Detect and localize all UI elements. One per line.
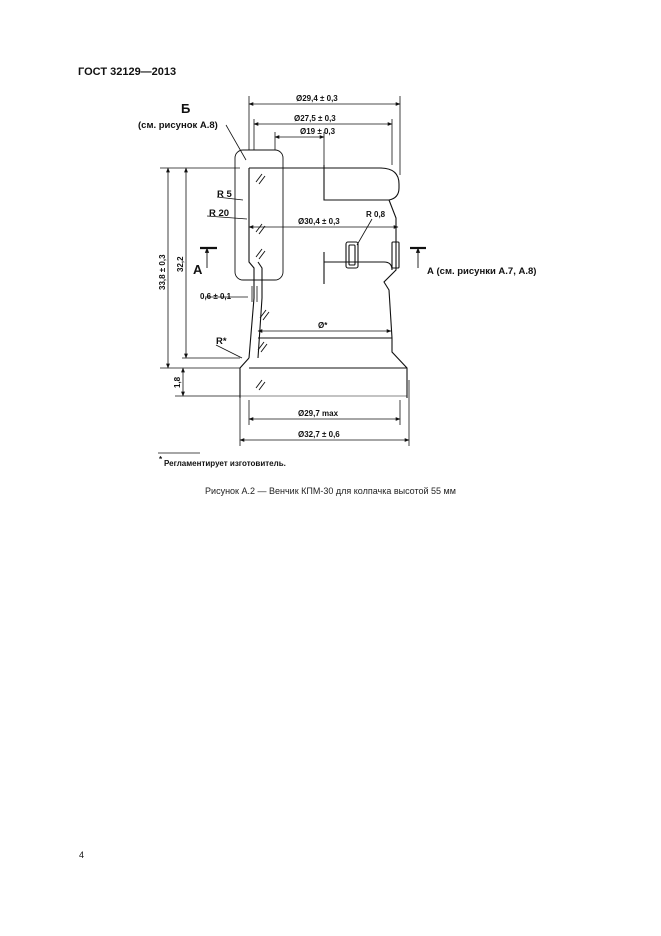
footnote-text: Регламентирует изготовитель. [164, 459, 286, 468]
dim-diameter-29-7: Ø29,7 max [298, 409, 339, 418]
section-arrows [207, 248, 418, 268]
document-header: ГОСТ 32129—2013 [78, 66, 177, 78]
radius-5-label: R 5 [217, 189, 232, 200]
height-32-2-label: 32,2 [176, 256, 185, 272]
view-b-reference: (см. рисунок А.8) [138, 120, 218, 131]
radius-20-label: R 20 [209, 208, 230, 219]
dim-diameter-29-4: Ø29,4 ± 0,3 [296, 94, 338, 103]
figure-caption: Рисунок А.2 — Венчик КПМ-30 для колпачка высотой 55 мм [205, 486, 456, 496]
radius-star-label: R* [216, 336, 227, 347]
footnote-mark: * [159, 455, 163, 464]
height-1-8-label: 1,8 [173, 376, 182, 388]
dim-diameter-30-4: Ø30,4 ± 0,3 [298, 217, 340, 226]
thickness-label: 0,6 ± 0,1 [200, 292, 232, 301]
dim-diameter-32-7: Ø32,7 ± 0,6 [298, 430, 340, 439]
height-33-8-label: 33,8 ± 0,3 [158, 254, 167, 290]
section-a-right-label: А (см. рисунки А.7, А.8) [427, 266, 537, 277]
detail-b-frame [235, 150, 283, 280]
section-a-left-label: А [193, 262, 203, 277]
view-b-letter: Б [181, 101, 191, 116]
dim-diameter-27-5: Ø27,5 ± 0,3 [294, 114, 336, 123]
dim-diameter-19: Ø19 ± 0,3 [300, 127, 336, 136]
radius-0-8-label: R 0,8 [366, 210, 386, 219]
part-outline [240, 165, 407, 398]
dim-diameter-star: Ø* [318, 321, 328, 330]
page-number: 4 [79, 850, 85, 860]
